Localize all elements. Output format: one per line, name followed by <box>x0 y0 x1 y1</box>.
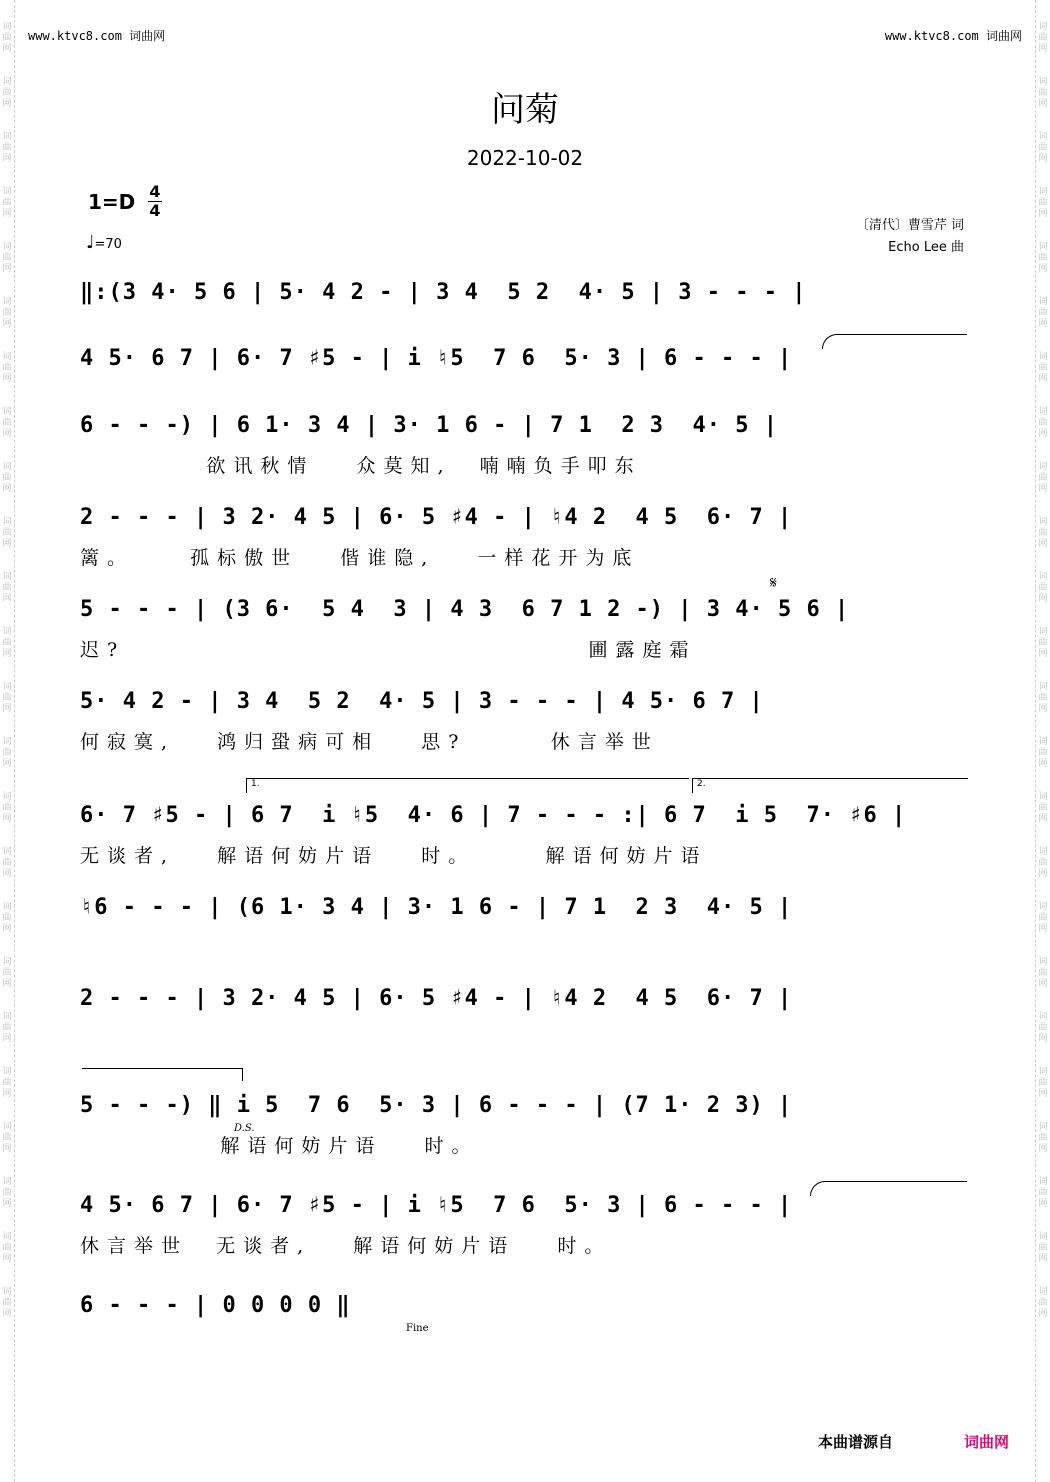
time-signature <box>148 183 162 220</box>
first-ending-bracket <box>246 778 689 793</box>
watermark-text: 词 曲 网 <box>1038 1287 1048 1319</box>
score-row-6: 5· 4 2 - | 3 4 5 2 4· 5 | 3 - - - | 4 5· 6 7 | <box>80 689 764 714</box>
watermark-text: 词 曲 网 <box>2 242 12 274</box>
score-row-11: 4 5· 6 7 | 6· 7 ♯5 - | i ♮5 7 6 5· 3 | 6 - - - | <box>80 1193 793 1218</box>
watermark-text: 词 曲 网 <box>1038 352 1048 384</box>
watermark-text: 词 曲 网 <box>1038 242 1048 274</box>
score-row-3: 6 - - -) | 6 1· 3 4 | 3· 1 6 - | 7 1 2 3 4· 5 | <box>80 413 779 438</box>
watermark-text: 词 曲 网 <box>2 517 12 549</box>
segno-sign: 𝄋 <box>770 573 777 592</box>
watermark-text: 词 曲 网 <box>2 572 12 604</box>
da-segno-mark: D.S. <box>234 1123 255 1134</box>
watermark-text: 词 曲 网 <box>2 847 12 879</box>
lyric-row-4: 篱。 孤标傲世 偕谁隐, 一样花开为底 <box>80 547 640 569</box>
score-row-2: 4 5· 6 7 | 6· 7 ♯5 - | i ♮5 7 6 5· 3 | 6 - - - | <box>80 346 793 371</box>
score-row-8: ♮6 - - - | (6 1· 3 4 | 3· 1 6 - | 7 1 2 3 4· 5 | <box>80 895 793 920</box>
watermark-text: 词 曲 网 <box>1038 132 1048 164</box>
watermark-text: 词 曲 网 <box>1038 1122 1048 1154</box>
first-ending-label: 1. <box>251 779 260 789</box>
watermark-text: 词 曲 网 <box>2 792 12 824</box>
lyric-row-7: 无谈者, 解语何妨片语 时。 解语何妨片语 <box>80 845 708 867</box>
watermark-text: 词 曲 网 <box>1038 22 1048 54</box>
slur-bracket <box>82 1068 243 1081</box>
score-row-7: 6· 7 ♯5 - | 6 7 i ♮5 4· 6 | 7 - - - :| 6 7 i 5 7· ♯6 | <box>80 803 907 828</box>
score-row-5: 5 - - - | (3 6· 5 4 3 | 4 3 6 7 1 2 -) | 3 4· 5 6 | <box>80 597 850 622</box>
score-row-12: 6 - - - | 0 0 0 0 ‖ <box>80 1293 351 1318</box>
watermark-text: 词 曲 网 <box>1038 1067 1048 1099</box>
score-row-4: 2 - - - | 3 2· 4 5 | 6· 5 ♯4 - | ♮4 2 4 5 6· 7 | <box>80 505 793 530</box>
watermark-text: 词 曲 网 <box>1038 297 1048 329</box>
watermark-text: 词 曲 网 <box>1038 1012 1048 1044</box>
fine-mark: Fine <box>406 1323 429 1334</box>
header-site-right[interactable]: www.ktvc8.com 词曲网 <box>884 29 1022 43</box>
lyricist-credit: 〔清代〕曹雪芹 词 <box>855 218 964 233</box>
watermark-text: 词 曲 网 <box>2 22 12 54</box>
footer-brand-link[interactable]: 词曲网 <box>964 1433 1010 1451</box>
watermark-text: 词 曲 网 <box>2 902 12 934</box>
watermark-text: 词 曲 网 <box>2 1067 12 1099</box>
watermark-text: 词 曲 网 <box>1038 572 1048 604</box>
score-row-9: 2 - - - | 3 2· 4 5 | 6· 5 ♯4 - | ♮4 2 4 5 6· 7 | <box>80 986 793 1011</box>
time-numerator: 4 <box>149 182 161 201</box>
watermark-text: 词 曲 网 <box>1038 902 1048 934</box>
watermark-text: 词 曲 网 <box>1038 407 1048 439</box>
lyric-row-5: 迟? 圃露庭霜 <box>80 639 697 661</box>
watermark-text: 词 曲 网 <box>1038 627 1048 659</box>
watermark-text: 词 曲 网 <box>2 682 12 714</box>
watermark-text: 词 曲 网 <box>1038 737 1048 769</box>
watermark-text: 词 曲 网 <box>2 1012 12 1044</box>
lyric-row-11: 休言举世 无谈者, 解语何妨片语 时。 <box>80 1235 612 1257</box>
score-row-10: 5 - - -) ‖ i 5 7 6 5· 3 | 6 - - - | (7 1· 2 3) | <box>80 1093 793 1118</box>
song-date: 2022-10-02 <box>466 146 584 170</box>
second-ending-label: 2. <box>697 779 706 789</box>
watermark-text: 词 曲 网 <box>2 297 12 329</box>
left-watermark-strip <box>0 0 15 1482</box>
tempo-value: =70 <box>94 237 122 252</box>
time-denominator: 4 <box>149 201 161 220</box>
tempo-marking <box>86 232 122 253</box>
watermark-text: 词 曲 网 <box>1038 1232 1048 1264</box>
header-site-left[interactable]: www.ktvc8.com 词曲网 <box>28 29 166 43</box>
key-signature: 1=D <box>88 190 136 214</box>
right-watermark-strip <box>1035 0 1050 1482</box>
watermark-text: 词 曲 网 <box>2 352 12 384</box>
composer-credit: Echo Lee 曲 <box>888 240 964 255</box>
watermark-text: 词 曲 网 <box>2 1287 12 1319</box>
watermark-text: 词 曲 网 <box>1038 957 1048 989</box>
watermark-text: 词 曲 网 <box>1038 77 1048 109</box>
lyric-row-10: 解语何妨片语 时。 <box>80 1135 479 1157</box>
tie-arc <box>822 334 967 349</box>
watermark-text: 词 曲 网 <box>2 462 12 494</box>
second-ending-bracket <box>692 778 968 793</box>
watermark-text: 词 曲 网 <box>2 1232 12 1264</box>
watermark-text: 词 曲 网 <box>2 1122 12 1154</box>
quarter-note-icon: ♩ <box>86 232 95 253</box>
watermark-text: 词 曲 网 <box>2 627 12 659</box>
watermark-text: 词 曲 网 <box>1038 462 1048 494</box>
score-row-1: ‖:(3 4· 5 6 | 5· 4 2 - | 3 4 5 2 4· 5 | 3 - - - | <box>80 280 807 305</box>
watermark-text: 词 曲 网 <box>1038 1177 1048 1209</box>
watermark-text: 词 曲 网 <box>1038 187 1048 219</box>
watermark-text: 词 曲 网 <box>2 132 12 164</box>
lyric-row-6: 何寂寞, 鸿归蛩病可相 思? 休言举世 <box>80 731 659 753</box>
watermark-text: 词 曲 网 <box>2 957 12 989</box>
watermark-text: 词 曲 网 <box>1038 847 1048 879</box>
watermark-text: 词 曲 网 <box>2 77 12 109</box>
watermark-text: 词 曲 网 <box>1038 517 1048 549</box>
watermark-text: 词 曲 网 <box>2 187 12 219</box>
song-title: 问菊 <box>491 90 559 130</box>
footer-source-text: 本曲谱源自 <box>818 1433 894 1451</box>
lyric-row-3: 欲讯秋情 众莫知, 喃喃负手叩东 <box>80 455 642 477</box>
watermark-text: 词 曲 网 <box>1038 792 1048 824</box>
watermark-text: 词 曲 网 <box>2 1177 12 1209</box>
watermark-text: 词 曲 网 <box>2 737 12 769</box>
watermark-text: 词 曲 网 <box>2 407 12 439</box>
watermark-text: 词 曲 网 <box>1038 682 1048 714</box>
